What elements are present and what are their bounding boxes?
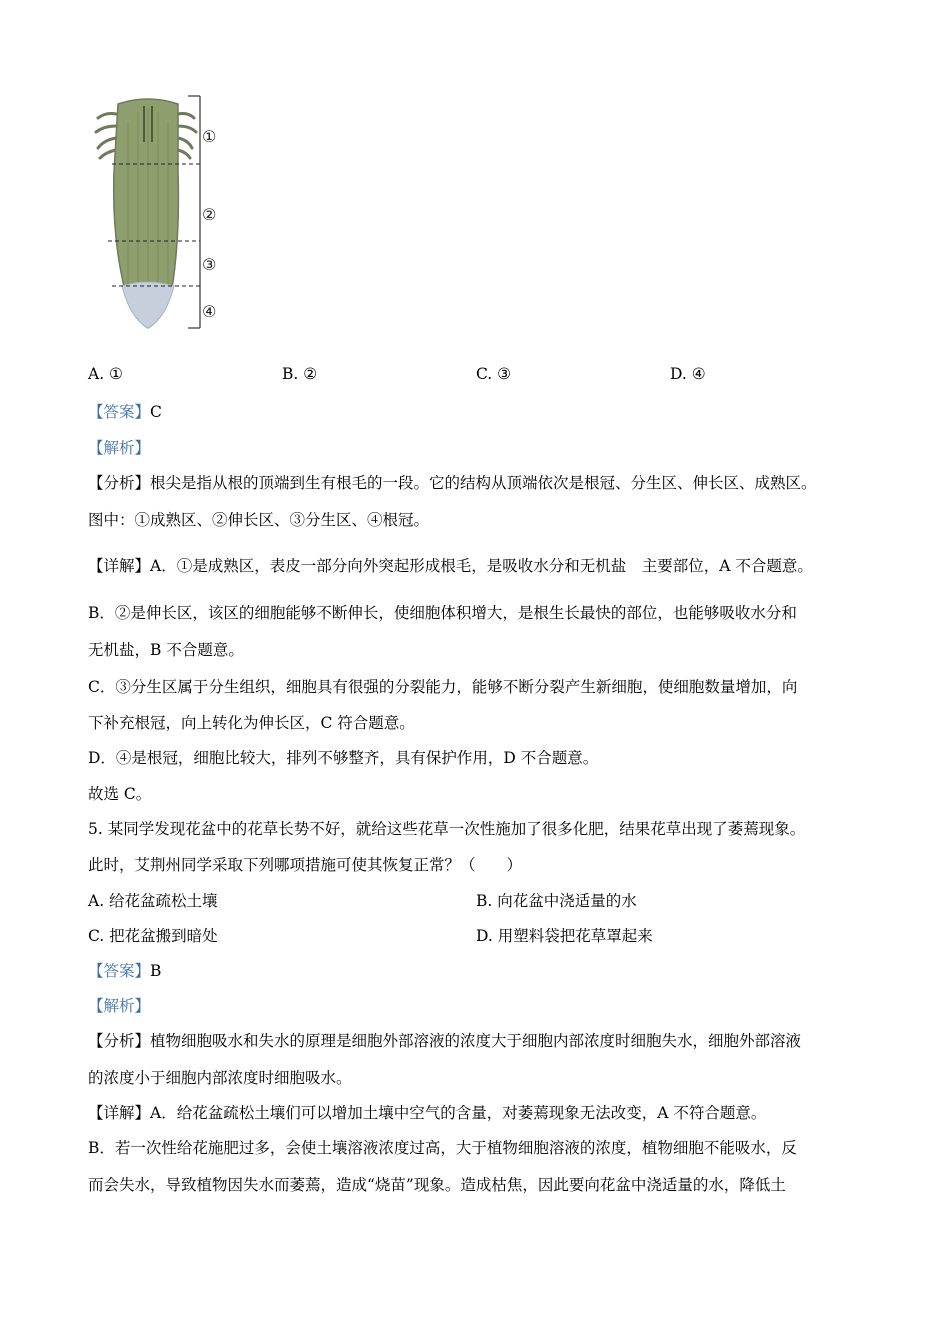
root-tip-figure [88, 92, 228, 342]
label-zone-2: ② [202, 205, 217, 224]
q5-options-row-2 [88, 924, 868, 948]
q4-xiangjie-b-2: 无机盐，B 不合题意。 [88, 641, 244, 659]
q4-option-b[interactable]: B. ② [282, 365, 318, 383]
q5-analysis-tag: 【解析】 [88, 997, 151, 1015]
label-zone-3: ③ [202, 255, 217, 274]
q4-xiangjie-d: D．④是根冠，细胞比较大，排列不够整齐，具有保护作用，D 不合题意。 [88, 749, 599, 767]
answer-tag: 【答案】 [88, 962, 151, 980]
q5-stem-2: 此时，艾荆州同学采取下列哪项措施可使其恢复正常？（ ） [88, 856, 523, 874]
xiangjie-a-text: A．①是成熟区，表皮一部分向外突起形成根毛，是吸收水分和无机盐 主要部位，A 不合题意。 [150, 557, 813, 575]
answer-value: B [150, 962, 162, 980]
q5-option-b[interactable]: B. 向花盆中浇适量的水 [476, 892, 637, 910]
answer-value: C [150, 403, 162, 421]
root-tip-diagram [88, 92, 228, 342]
fenxi-text: 根尖是指从根的顶端到生有根毛的一段。它的结构从顶端依次是根冠、分生区、伸长区、成熟区。 [150, 474, 817, 492]
xiangjie-tag: 【详解】 [88, 1104, 151, 1122]
q5-option-c[interactable]: C. 把花盆搬到暗处 [88, 927, 218, 945]
q5-option-d[interactable]: D. 用塑料袋把花草罩起来 [476, 927, 653, 945]
xiangjie-a-text: A．给花盆疏松土壤们可以增加土壤中空气的含量，对萎蔫现象无法改变，A 不符合题意。 [150, 1104, 767, 1122]
answer-tag: 【答案】 [88, 403, 151, 421]
label-zone-4: ④ [202, 302, 217, 321]
q4-options [88, 365, 868, 389]
fenxi-tag: 【分析】 [88, 1032, 151, 1050]
q4-conclusion: 故选 C。 [88, 785, 152, 803]
q4-option-d[interactable]: D. ④ [670, 365, 706, 383]
fenxi-tag: 【分析】 [88, 474, 151, 492]
q4-answer [88, 400, 162, 422]
q4-fenxi-line-1 [88, 471, 817, 493]
q4-xiangjie-c-2: 下补充根冠，向上转化为伸长区，C 符合题意。 [88, 714, 415, 732]
q5-xiangjie-b-2: 而会失水，导致植物因失水而萎蔫，造成“烧苗”现象。造成枯焦，因此要向花盆中浇适量的水，降低土 [88, 1176, 786, 1194]
q5-xiangjie-b-1: B．若一次性给花施肥过多，会使土壤溶液浓度过高，大于植物细胞溶液的浓度，植物细胞不能吸水，反 [88, 1139, 797, 1157]
q5-fenxi-line-2: 的浓度小于细胞内部浓度时细胞吸水。 [88, 1069, 352, 1087]
q5-answer [88, 959, 161, 981]
q5-xiangjie-a [88, 1101, 766, 1123]
q5-options-row-1 [88, 889, 868, 913]
q4-xiangjie-a [88, 554, 813, 576]
q4-fenxi-line-2: 图中：①成熟区、②伸长区、③分生区、④根冠。 [88, 511, 430, 529]
xiangjie-tag: 【详解】 [88, 557, 151, 575]
q4-xiangjie-b-1: B．②是伸长区，该区的细胞能够不断伸长，使细胞体积增大，是根生长最快的部位，也能够吸收水分和 [88, 604, 797, 622]
root-cap [122, 282, 174, 328]
q4-analysis-tag: 【解析】 [88, 439, 151, 457]
q5-stem-1: 5. 某同学发现花盆中的花草长势不好，就给这些花草一次性施加了很多化肥，结果花草出现了萎蔫现象。 [88, 820, 806, 838]
q5-option-a[interactable]: A. 给花盆疏松土壤 [88, 892, 218, 910]
q4-option-c[interactable]: C. ③ [476, 365, 512, 383]
q5-fenxi-line-1 [88, 1029, 801, 1051]
q4-xiangjie-c-1: C．③分生区属于分生组织，细胞具有很强的分裂能力，能够不断分裂产生新细胞，使细胞数量增加，向 [88, 678, 798, 696]
fenxi-text: 植物细胞吸水和失水的原理是细胞外部溶液的浓度大于细胞内部浓度时细胞失水，细胞外部溶液 [150, 1032, 802, 1050]
label-zone-1: ① [202, 127, 217, 146]
q4-option-a[interactable]: A. ① [88, 365, 123, 383]
